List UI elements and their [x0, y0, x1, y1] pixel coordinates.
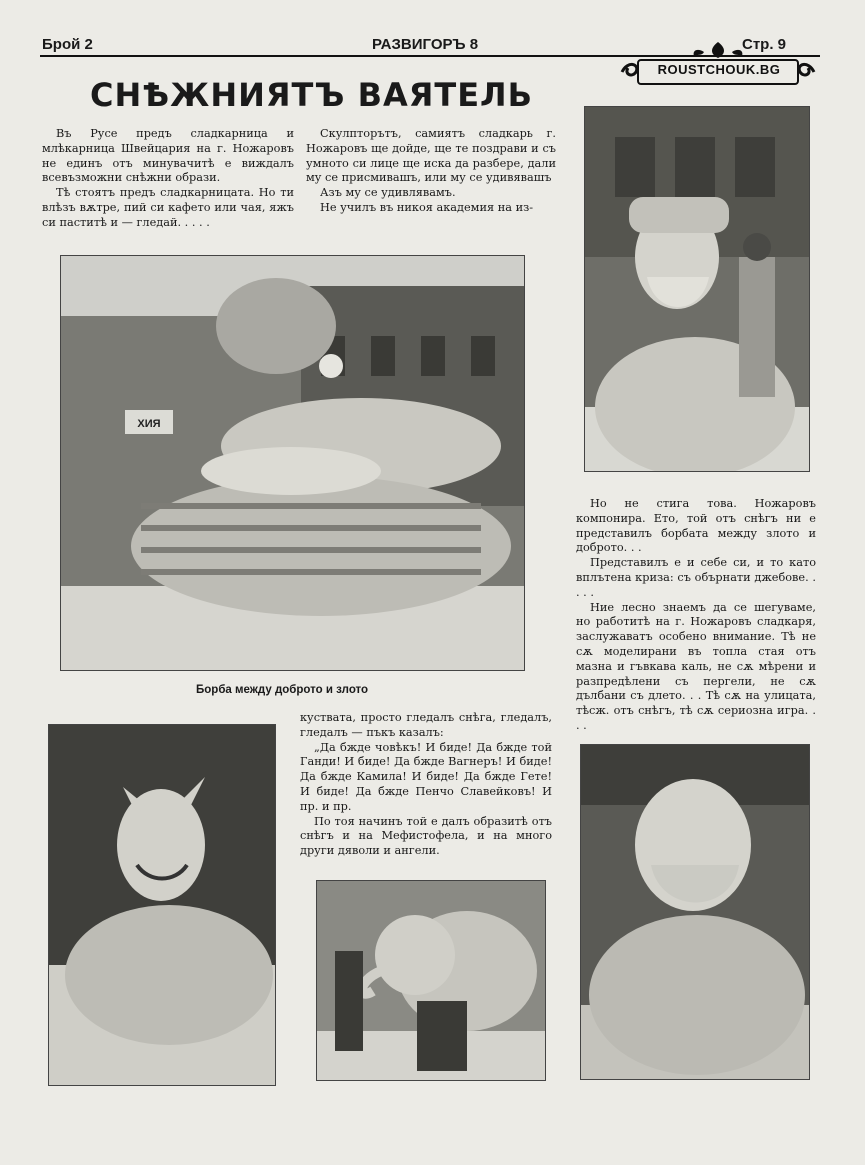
paragraph: Представилъ е и себе си, и то като вплътена криза: съ обърнати джебове. . . . .	[576, 556, 816, 599]
main-photo-caption: Борба между доброто и злото	[196, 684, 369, 696]
paragraph: куствата, просто гледалъ снѣга, гледалъ, гледалъ — пъкъ казалъ:	[300, 711, 552, 739]
magazine-name: РАЗВИГОРЪ 8	[372, 36, 479, 53]
article-title: СНѢЖНИЯТЪ ВАЯТЕЛЬ	[90, 76, 534, 114]
paragraph: Скулпторътъ, самиятъ сладкарь г. Ножаровъ ще дойде, ще те поздрави и съ умното си лице ще иска да разбере, дали му се присмивашъ, или му се удивявашъ	[306, 127, 556, 185]
photo-good-vs-evil	[60, 255, 525, 671]
paragraph: Не училъ въ никоя академия на из-	[320, 200, 534, 214]
paragraph: Азъ му се удивлявамъ.	[320, 186, 456, 200]
paragraph: По тоя начинъ той е далъ образитѣ отъ снѣгъ и на Мефистофела, и на много други дяволи и ангели.	[300, 814, 552, 858]
paragraph: „Да бжде човѣкъ! И биде! Да бжде той Ганди! И биде! Да бжде Вагнеръ! И биде! Да бжде Камила! И биде! Да бжде Гете! И биде! Да бжде Пенчо Славейковъ! И пр. и пр.	[300, 740, 552, 813]
text-column-1	[42, 127, 294, 231]
page-number: Стр. 9	[742, 36, 787, 53]
paragraph: Но не стига това. Ножаровъ компонира. Ето, той отъ снѣгъ ни е представилъ борбата между злото и доброто. . .	[576, 497, 816, 555]
logo-text: ROUSTCHOUK.BG	[657, 62, 781, 77]
site-logo	[618, 38, 818, 88]
issue-number: Брой 2	[42, 36, 93, 53]
paragraph: Ние лесно знаемъ да се шегуваме, но работитѣ на г. Ножаровъ сладкаря, заслужаватъ особено внимание. Тѣ не сѫ моделирани въ топла стая отъ мазна и гъвкава каль, не сѫ мѣрени и разпредѣлени съ пергели, не сѫ дълбани съ длето. . . Тѣ сѫ на улицата, тѣсж. отъ снѣгъ, тѣ сѫ сериозна игра. . . .	[576, 600, 816, 732]
paragraph: Въ Русе предъ сладкарница и млѣкарница Швейцария на г. Ножаровъ не единъ отъ минувачитѣ е виждалъ всевъзможни снѣжни образи.	[42, 127, 294, 185]
text-column-2-continued	[300, 711, 552, 859]
photo-mephistopheles	[48, 724, 276, 1086]
text-column-3	[576, 497, 816, 734]
text-column-2	[306, 127, 556, 216]
photo-elephant	[316, 880, 546, 1081]
photo-goethe	[580, 744, 810, 1080]
paragraph: Тѣ стоятъ предъ сладкарницата. Но ти влѣзъ вѫтре, пий си кафето или чая, яжъ си паститѣ и — гледай. . . . .	[42, 186, 294, 229]
shop-sign-text: ХИЯ	[137, 418, 161, 430]
photo-sculptor-bust	[584, 106, 810, 472]
